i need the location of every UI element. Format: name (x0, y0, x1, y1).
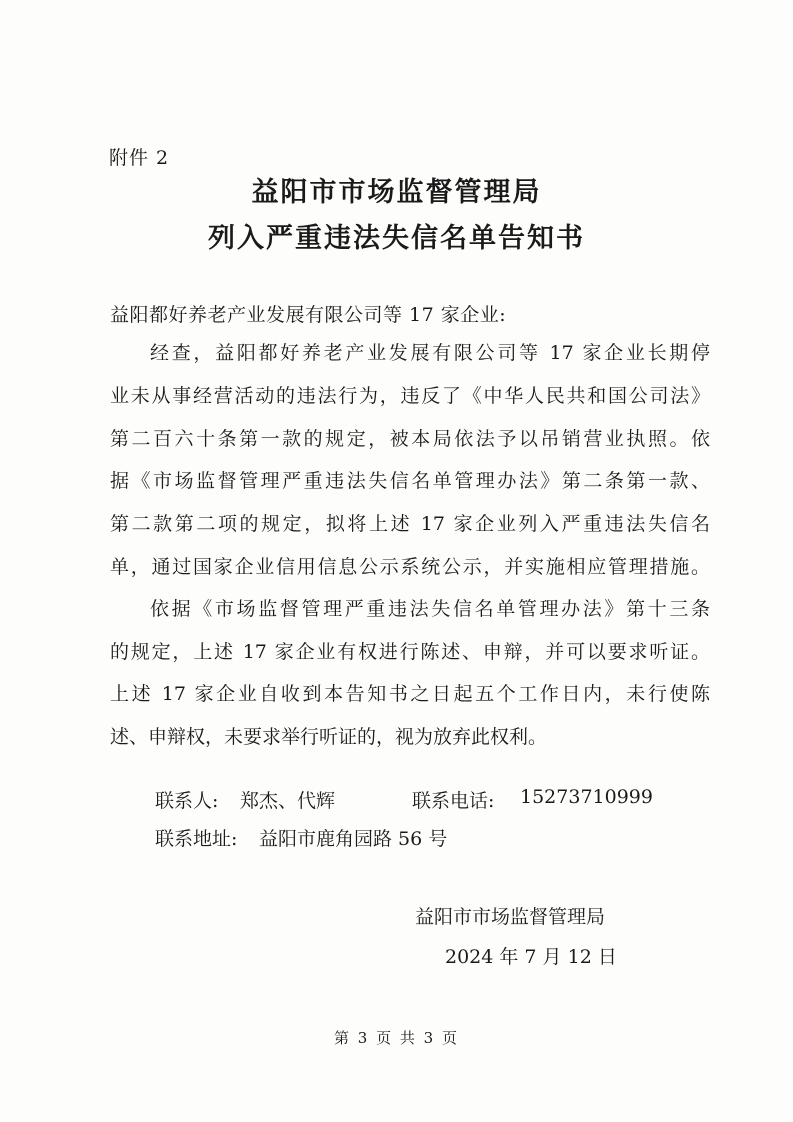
contact-phone-value: 15273710999 (520, 786, 653, 808)
paragraph-2-line-4: 述、申辩权，未要求举行听证的，视为放弃此权利。 (110, 726, 548, 748)
paragraph-2-line-1: 依据《市场监督管理严重违法失信名单管理办法》第十三条 (150, 598, 710, 620)
contact-address-label: 联系地址: (155, 828, 238, 850)
paragraph-2-line-3: 上述 17 家企业自收到本告知书之日起五个工作日内，未行使陈 (110, 683, 710, 705)
paragraph-1-line-4: 据《市场监督管理严重违法失信名单管理办法》第二条第一款、 (110, 470, 710, 492)
contact-address-value: 益阳市鹿角园路 56 号 (259, 828, 448, 850)
paragraph-1-line-2: 业未从事经营活动的违法行为，违反了《中华人民共和国公司法》 (110, 385, 710, 407)
signature-date: 2024 年 7 月 12 日 (445, 946, 617, 968)
paragraph-2-line-2: 的规定，上述 17 家企业有权进行陈述、申辩，并可以要求听证。 (110, 641, 710, 663)
salutation: 益阳都好养老产业发展有限公司等 17 家企业: (110, 304, 507, 326)
contact-phone-label: 联系电话: (412, 790, 495, 812)
contact-person-value: 郑杰、代辉 (240, 790, 336, 812)
page-number: 第 3 页 共 3 页 (334, 1029, 459, 1047)
signature-org: 益阳市市场监督管理局 (415, 906, 606, 928)
paragraph-1-line-6: 单，通过国家企业信用信息公示系统公示，并实施相应管理措施。 (110, 556, 710, 578)
document-title-line-2: 列入严重违法失信名单告知书 (208, 223, 585, 254)
document-title-line-1: 益阳市市场监督管理局 (251, 177, 542, 208)
paragraph-1-line-1: 经查，益阳都好养老产业发展有限公司等 17 家企业长期停 (150, 342, 710, 364)
contact-person-label: 联系人: (155, 790, 219, 812)
paragraph-1-line-3: 第二百六十条第一款的规定，被本局依法予以吊销营业执照。依 (110, 428, 710, 450)
paragraph-1-line-5: 第二款第二项的规定，拟将上述 17 家企业列入严重违法失信名 (110, 513, 710, 535)
attachment-label: 附件 2 (109, 147, 170, 169)
